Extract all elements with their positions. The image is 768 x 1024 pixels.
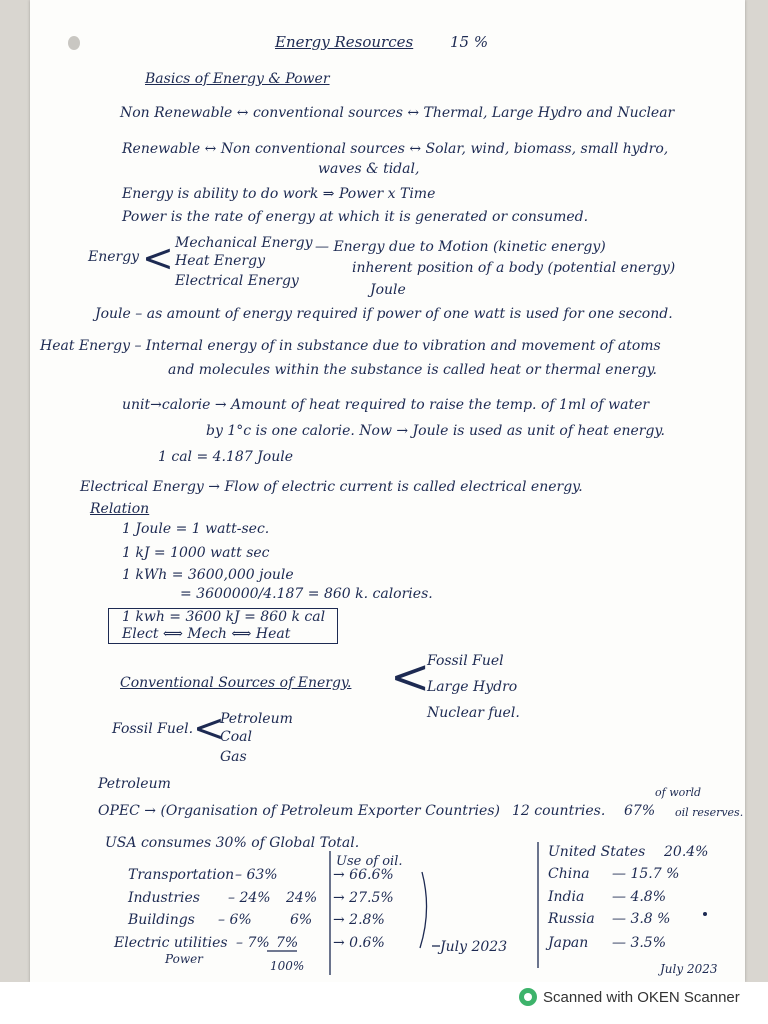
reserve-country-1: United States xyxy=(548,844,646,860)
reserve-country-3: India xyxy=(548,889,585,905)
relation-row-3: 1 kWh = 3600,000 joule xyxy=(122,567,294,583)
reserve-value-2: — 15.7 % xyxy=(612,866,680,882)
relation-heading: Relation xyxy=(90,501,150,517)
note-line-2: Renewable ↔ Non conventional sources ↔ Solar, wind, biomass, small hydro, xyxy=(122,141,669,157)
relation-row-2: 1 kJ = 1000 watt sec xyxy=(122,545,270,561)
relation-boxed-2: Elect ⟺ Mech ⟺ Heat xyxy=(122,626,291,642)
scanner-watermark xyxy=(519,988,740,1006)
sector-total: 100% xyxy=(270,959,305,973)
sector-use-transportation: → 66.6% xyxy=(333,867,394,883)
oken-logo-icon xyxy=(519,988,537,1006)
energy-brace: < xyxy=(142,236,174,280)
note-line-electrical: Electrical Energy → Flow of electric current is called electrical energy. xyxy=(80,479,583,495)
note-line-4: Energy is ability to do work ⇒ Power x Time xyxy=(122,186,436,202)
sector-pct-transportation: – 63% xyxy=(235,867,278,883)
energy-type-electrical: Electrical Energy xyxy=(175,273,299,289)
conventional-item-fossil: Fossil Fuel xyxy=(427,653,504,669)
page-strokes xyxy=(30,0,745,982)
sector-alt-electric: 7% xyxy=(276,935,299,951)
note-line-5: Power is the rate of energy at which it is generated or consumed. xyxy=(122,209,589,225)
sector-power-label: Power xyxy=(165,952,203,966)
note-line-heat-2: and molecules within the substance is called heat or thermal energy. xyxy=(168,362,657,378)
sector-alt-buildings: 6% xyxy=(290,912,313,928)
opec-share-note-top: of world xyxy=(655,786,702,799)
energy-type-mechanical: Mechanical Energy xyxy=(175,235,313,251)
note-line-heat-1: Heat Energy – Internal energy of in substance due to vibration and movement of atoms xyxy=(40,338,661,354)
sector-name-buildings: Buildings xyxy=(128,912,195,928)
fossil-item-coal: Coal xyxy=(220,729,252,745)
sector-use-buildings: → 2.8% xyxy=(333,912,385,928)
energy-note-joule: Joule xyxy=(370,282,406,298)
fossil-item-petroleum: Petroleum xyxy=(220,711,293,727)
sector-alt-industries: 24% xyxy=(286,890,318,906)
fossil-brace: < xyxy=(193,706,225,750)
note-line-calorie-1: unit→calorie → Amount of heat required to raise the temp. of 1ml of water xyxy=(122,397,650,413)
sector-use-electric: → 0.6% xyxy=(333,935,385,951)
scanner-text: Scanned with OKEN Scanner xyxy=(543,988,740,1006)
opec-line: OPEC → (Organisation of Petroleum Exporter Countries) xyxy=(98,803,500,819)
reserve-value-1: 20.4% xyxy=(664,844,709,860)
relation-row-1: 1 Joule = 1 watt-sec. xyxy=(122,521,270,537)
opec-share: 67% xyxy=(624,803,656,819)
opec-countries: 12 countries. xyxy=(512,803,606,819)
conventional-brace: < xyxy=(390,649,431,705)
date-left: July 2023 xyxy=(440,939,508,955)
reserve-country-4: Russia xyxy=(548,911,595,927)
relation-boxed-1: 1 kwh = 3600 kJ = 860 k cal xyxy=(122,609,326,625)
reserve-country-2: China xyxy=(548,866,590,882)
page-title: Energy Resources xyxy=(275,33,414,51)
sector-name-industries: Industries xyxy=(128,890,200,906)
note-line-3: waves & tidal, xyxy=(318,161,420,177)
sector-pct-industries: – 24% xyxy=(228,890,271,906)
use-of-oil-bracket xyxy=(420,872,427,948)
reserve-country-5: Japan xyxy=(548,935,589,951)
reserve-value-3: — 4.8% xyxy=(612,889,667,905)
energy-label: Energy xyxy=(88,249,140,265)
note-line-calorie-2: by 1°c is one calorie. Now → Joule is used as unit of heat energy. xyxy=(206,423,665,439)
note-line-1: Non Renewable ↔ conventional sources ↔ Thermal, Large Hydro and Nuclear xyxy=(120,105,675,121)
petroleum-heading: Petroleum xyxy=(98,776,171,792)
relation-row-4: = 3600000/4.187 = 860 k. calories. xyxy=(180,586,433,602)
fossil-label: Fossil Fuel. xyxy=(112,721,194,737)
conventional-item-nuclear: Nuclear fuel. xyxy=(427,705,520,721)
page-weight: 15 % xyxy=(450,33,489,51)
notebook-page xyxy=(30,0,745,982)
energy-note-kinetic: — Energy due to Motion (kinetic energy) xyxy=(315,239,606,255)
opec-share-note-bottom: oil reserves. xyxy=(675,806,744,819)
note-line-joule: Joule – as amount of energy required if power of one watt is used for one second. xyxy=(95,306,673,322)
reserve-value-5: — 3.5% xyxy=(612,935,667,951)
sector-pct-electric: – 7% xyxy=(236,935,270,951)
date-right: July 2023 xyxy=(660,962,718,976)
section-basics: Basics of Energy & Power xyxy=(145,71,330,87)
sector-name-electric: Electric utilities xyxy=(114,935,228,951)
reserve-value-4: — 3.8 % xyxy=(612,911,671,927)
conventional-item-hydro: Large Hydro xyxy=(427,679,518,695)
conventional-heading: Conventional Sources of Energy. xyxy=(120,675,352,691)
ink-dot xyxy=(703,912,707,916)
note-line-cal-joule: 1 cal = 4.187 Joule xyxy=(158,449,294,465)
usa-consumption: USA consumes 30% of Global Total. xyxy=(105,835,360,851)
sector-use-industries: → 27.5% xyxy=(333,890,394,906)
use-of-oil-header: Use of oil. xyxy=(336,854,403,869)
sector-name-transportation: Transportation xyxy=(128,867,235,883)
fossil-item-gas: Gas xyxy=(220,749,247,765)
energy-type-heat: Heat Energy xyxy=(175,253,266,269)
sector-pct-buildings: – 6% xyxy=(218,912,252,928)
energy-note-potential: inherent position of a body (potential energy) xyxy=(352,260,676,276)
